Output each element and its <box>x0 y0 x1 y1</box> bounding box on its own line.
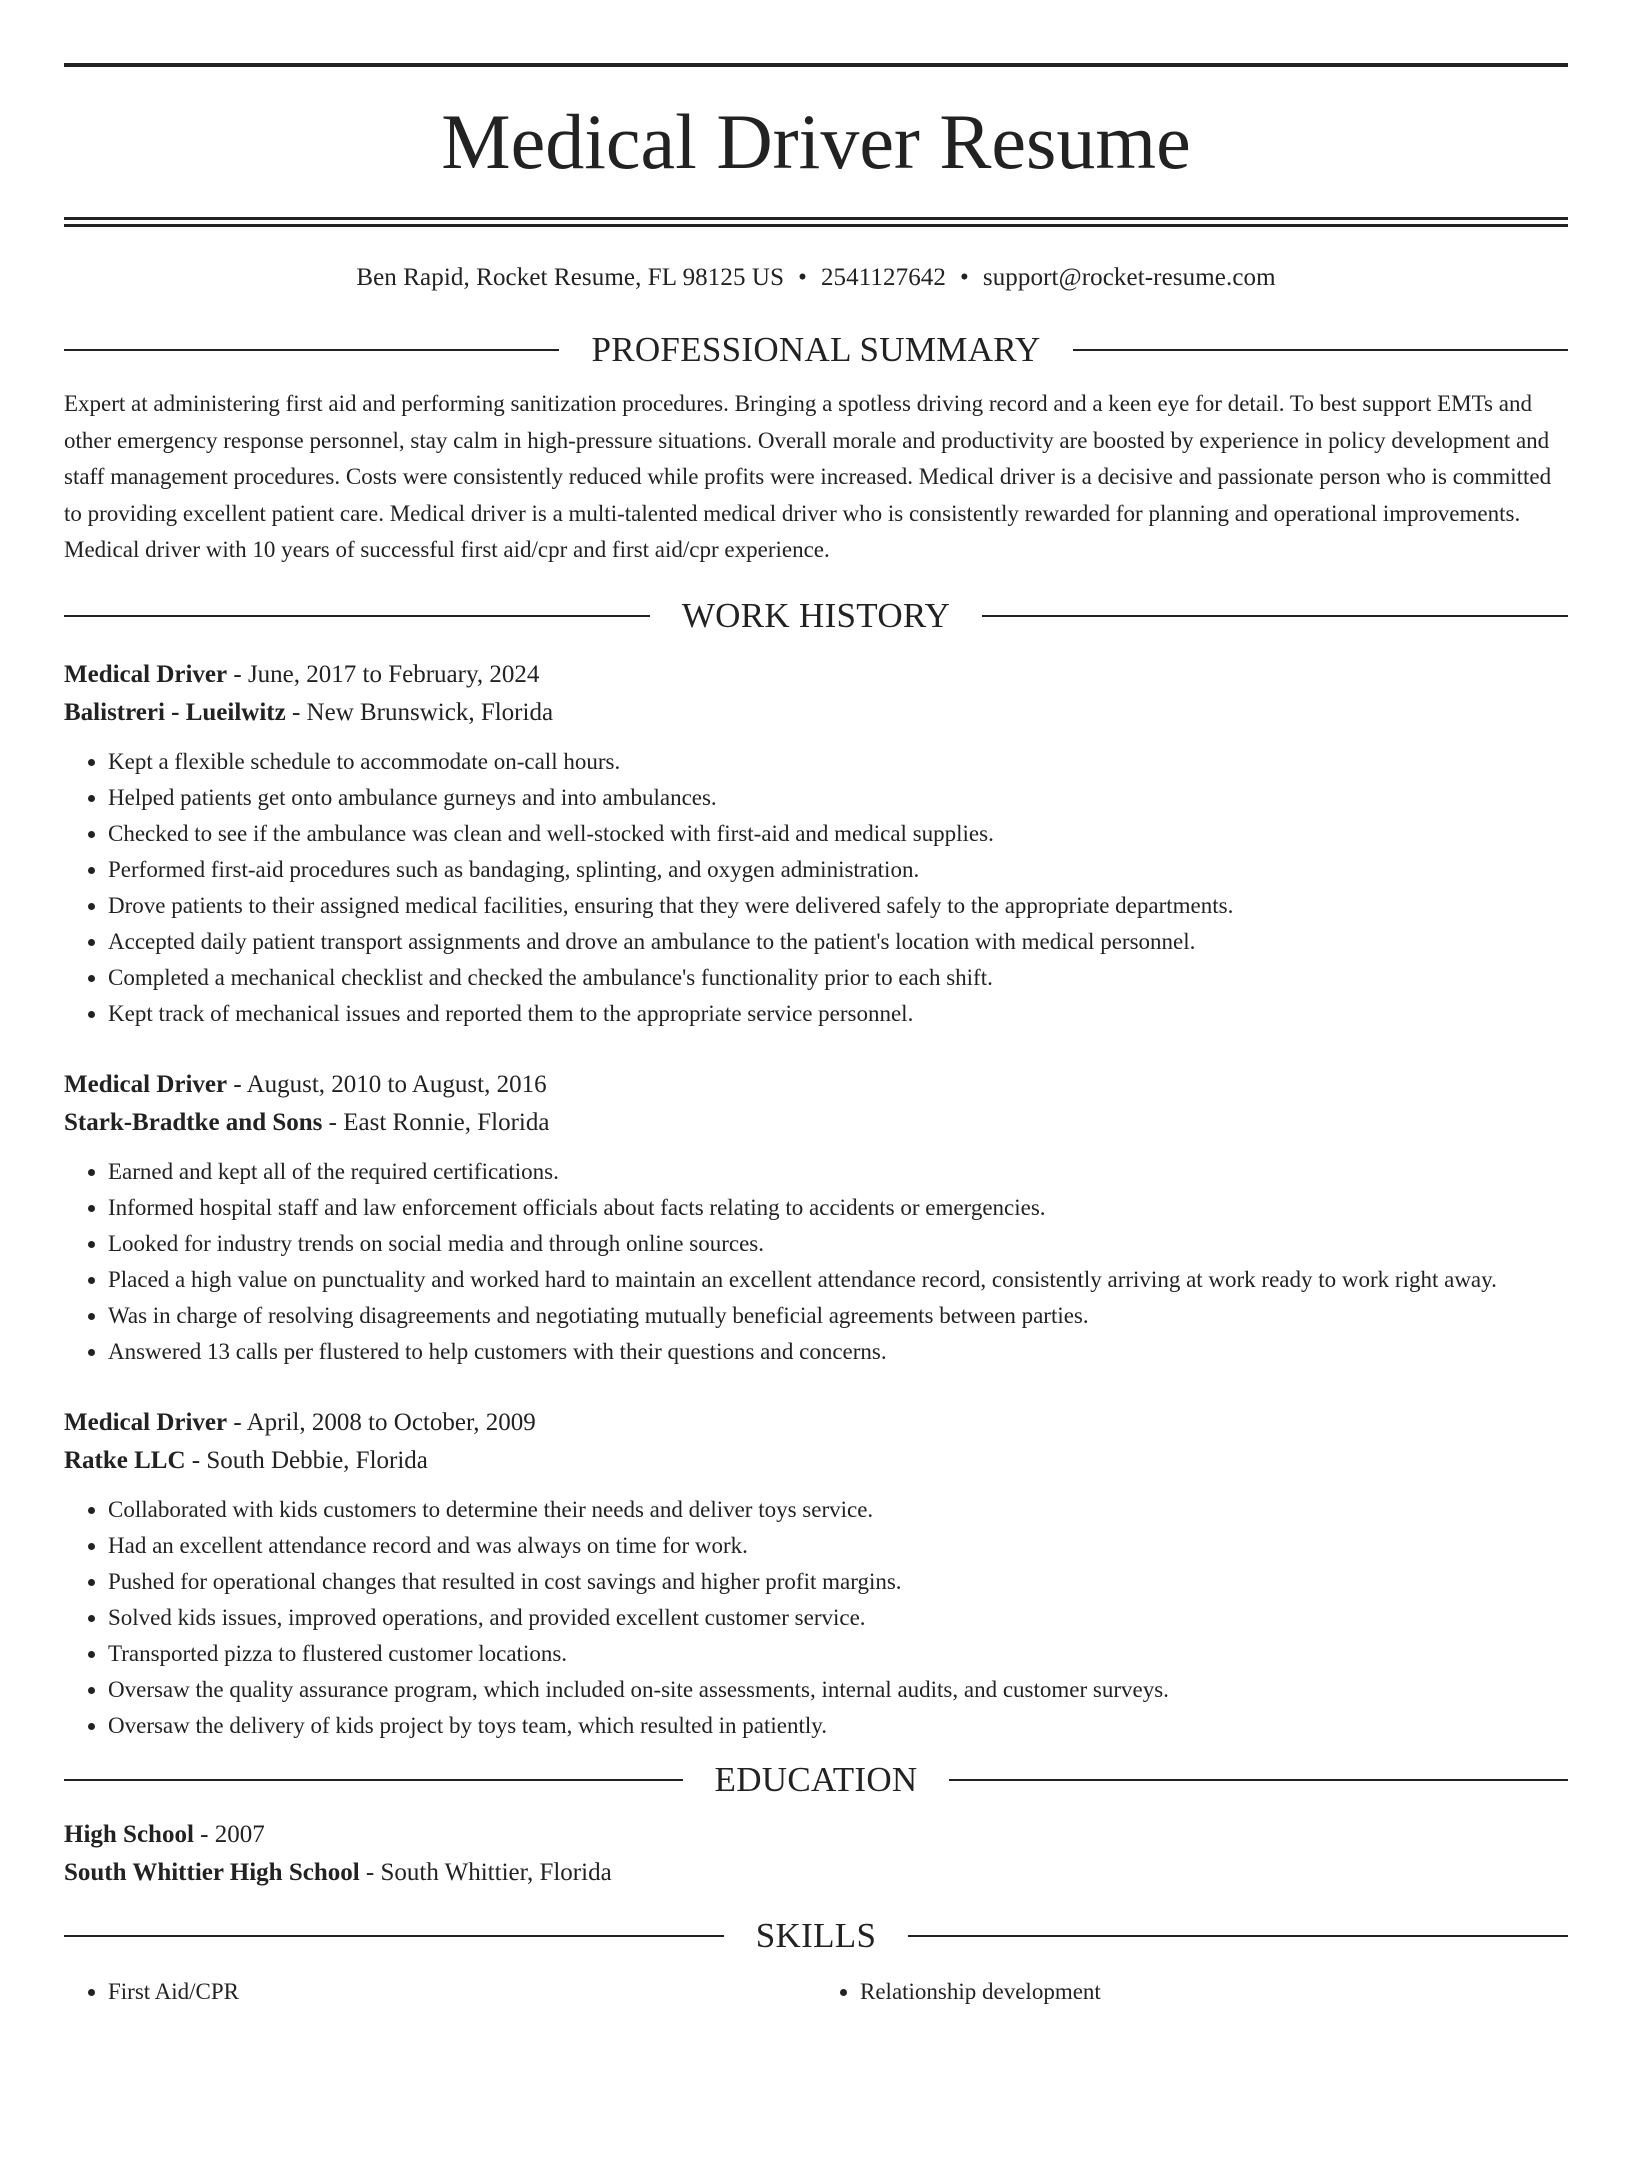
education-year: - 2007 <box>193 1820 265 1848</box>
divider-line <box>64 1779 683 1781</box>
job-company-line <box>64 694 1568 732</box>
list-item: • Answered 13 calls per flustered to help customers with their questions and concerns. <box>108 1334 1568 1370</box>
divider-line <box>1073 349 1568 351</box>
education-school: South Whittier High School <box>64 1858 360 1886</box>
job-role-line <box>64 1066 1568 1104</box>
contact-line <box>64 264 1568 298</box>
list-item: • Informed hospital staff and law enforcement officials about facts relating to accidents or emergencies. <box>108 1190 1568 1226</box>
job-company: Ratke LLC <box>64 1446 186 1474</box>
list-item: • Oversaw the delivery of kids project by toys team, which resulted in patiently. <box>108 1708 1568 1744</box>
divider-line <box>982 615 1568 617</box>
education-heading-label: EDUCATION <box>714 1759 918 1799</box>
list-item: • Placed a high value on punctuality and worked hard to maintain an excellent attendance record, consistently arriving at work ready to work right away. <box>108 1262 1568 1298</box>
job-dates: - April, 2008 to October, 2009 <box>227 1408 536 1436</box>
job-role: Medical Driver <box>64 1070 228 1098</box>
top-rule <box>64 63 1568 67</box>
education-degree-line <box>64 1816 1568 1854</box>
job-bullets <box>64 744 1568 1032</box>
list-item: • Kept track of mechanical issues and reported them to the appropriate service personnel. <box>108 996 1568 1032</box>
education-location: - South Whittier, Florida <box>359 1858 612 1886</box>
divider-line <box>64 349 559 351</box>
summary-heading-label: PROFESSIONAL SUMMARY <box>591 330 1041 369</box>
summary-section-heading <box>64 326 1568 374</box>
job-bullets <box>64 1492 1568 1744</box>
contact-separator: • <box>960 264 969 291</box>
job-location: - New Brunswick, Florida <box>285 698 554 726</box>
job-role: Medical Driver <box>64 660 228 688</box>
list-item: • Looked for industry trends on social media and through online sources. <box>108 1226 1568 1262</box>
job-role-line <box>64 1404 1568 1442</box>
job-dates: - June, 2017 to February, 2024 <box>227 660 540 688</box>
list-item: • Accepted daily patient transport assignments and drove an ambulance to the patient's location with medical personnel. <box>108 924 1568 960</box>
job-dates: - August, 2010 to August, 2016 <box>227 1070 547 1098</box>
job-company: Stark-Bradtke and Sons <box>64 1108 323 1136</box>
list-item: • Oversaw the quality assurance program, which included on-site assessments, internal audits, and customer surveys. <box>108 1672 1568 1708</box>
list-item: • Checked to see if the ambulance was clean and well-stocked with first-aid and medical supplies. <box>108 816 1568 852</box>
job-company: Balistreri - Lueilwitz <box>64 698 286 726</box>
contact-phone: 2541127642 <box>820 264 947 291</box>
job-location: - South Debbie, Florida <box>185 1446 428 1474</box>
education-entry <box>64 1816 1568 1892</box>
title-double-rule <box>64 217 1568 227</box>
list-item: • Drove patients to their assigned medical facilities, ensuring that they were delivered safely to the appropriate departments. <box>108 888 1568 924</box>
list-item: • Had an excellent attendance record and was always on time for work. <box>108 1528 1568 1564</box>
resume-title: Medical Driver Resume <box>441 98 1191 185</box>
skills-heading-label: SKILLS <box>755 1915 877 1955</box>
job-location: - East Ronnie, Florida <box>322 1108 550 1136</box>
job-entry <box>64 656 1568 1032</box>
list-item: • Earned and kept all of the required certifications. <box>108 1154 1568 1190</box>
job-role-line <box>64 656 1568 694</box>
job-entry <box>64 1404 1568 1744</box>
skill-item: • Relationship development <box>860 1974 1568 2010</box>
skills-column-right <box>816 1974 1568 2010</box>
summary-paragraph: Expert at administering first aid and performing sanitization procedures. Bringing a spotless driving record and a keen eye for detail. To best support EMTs and other emergency response personnel, stay calm in high-pressure situations. Overall morale and productivity are boosted by experience in policy development and staff management procedures. Costs were consistently reduced while profits were increased. Medical driver is a decisive and passionate person who is committed to providing excellent patient care. Medical driver is a multi-talented medical driver who is consistently rewarded for planning and operational improvements. Medical driver with 10 years of successful first aid/cpr and first aid/cpr experience. <box>64 391 1552 562</box>
job-company-line <box>64 1442 1568 1480</box>
skills-section-heading <box>64 1912 1568 1960</box>
job-company-line <box>64 1104 1568 1142</box>
divider-line <box>64 615 650 617</box>
list-item: • Pushed for operational changes that resulted in cost savings and higher profit margins. <box>108 1564 1568 1600</box>
list-item: • Helped patients get onto ambulance gurneys and into ambulances. <box>108 780 1568 816</box>
resume-page <box>0 63 1632 2175</box>
divider-line <box>949 1779 1568 1781</box>
job-entry <box>64 1066 1568 1370</box>
education-degree: High School <box>64 1820 194 1848</box>
contact-address: Ben Rapid, Rocket Resume, FL 98125 US <box>356 264 785 291</box>
job-role: Medical Driver <box>64 1408 228 1436</box>
divider-line <box>908 1935 1568 1937</box>
skills-list <box>64 1974 1568 2010</box>
list-item: • Solved kids issues, improved operations, and provided excellent customer service. <box>108 1600 1568 1636</box>
list-item: • Completed a mechanical checklist and checked the ambulance's functionality prior to each shift. <box>108 960 1568 996</box>
contact-separator: • <box>798 264 807 291</box>
list-item: • Kept a flexible schedule to accommodate on-call hours. <box>108 744 1568 780</box>
job-bullets <box>64 1154 1568 1370</box>
contact-email: support@rocket-resume.com <box>982 264 1276 291</box>
list-item: • Collaborated with kids customers to determine their needs and deliver toys service. <box>108 1492 1568 1528</box>
skill-item: • First Aid/CPR <box>108 1974 816 2010</box>
work-section-heading <box>64 592 1568 640</box>
divider-line <box>64 1935 724 1937</box>
work-heading-label: WORK HISTORY <box>681 595 951 635</box>
list-item: • Transported pizza to flustered customer locations. <box>108 1636 1568 1672</box>
list-item: • Was in charge of resolving disagreements and negotiating mutually beneficial agreements between parties. <box>108 1298 1568 1334</box>
skills-column-left <box>64 1974 816 2010</box>
list-item: • Performed first-aid procedures such as bandaging, splinting, and oxygen administration. <box>108 852 1568 888</box>
education-school-line <box>64 1854 1568 1892</box>
education-section-heading <box>64 1756 1568 1804</box>
